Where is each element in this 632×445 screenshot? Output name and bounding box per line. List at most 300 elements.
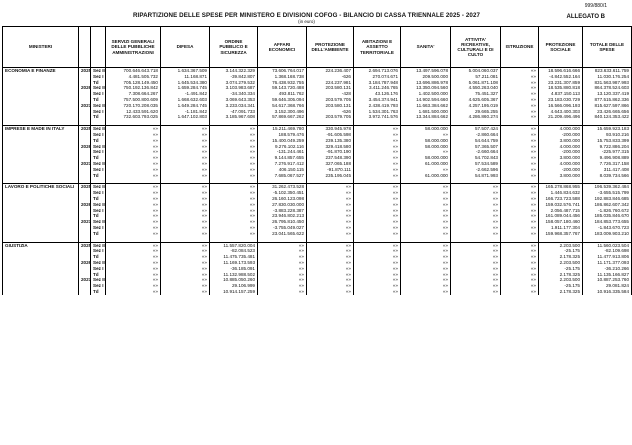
- table-cell: 27.830.030.000: [258, 202, 307, 208]
- table-cell: «»: [106, 225, 161, 231]
- section-label: Td: [91, 213, 106, 219]
- table-cell: 4.257.195.019: [451, 103, 501, 109]
- table-cell: 13.350.094.560: [401, 85, 451, 91]
- table-cell: 4.000.000: [539, 126, 583, 132]
- column-header: [91, 27, 106, 68]
- table-cell: 23.041.565.622: [258, 231, 307, 237]
- table-cell: «»: [501, 196, 539, 202]
- table-cell: «»: [501, 248, 539, 254]
- table-cell: 3.800.000: [539, 173, 583, 179]
- table-cell: 757.500.800.609: [106, 97, 161, 103]
- table-cell: -25.175: [539, 248, 583, 254]
- section-label: Sez II: [91, 144, 106, 150]
- table-cell: «»: [401, 231, 451, 237]
- table-cell: 61.000.000: [401, 161, 451, 167]
- table-cell: «»: [501, 161, 539, 167]
- table-cell: 26.795.810.450: [258, 219, 307, 225]
- table-cell: «»: [106, 231, 161, 237]
- table-cell: -25.175: [539, 266, 583, 272]
- table-cell: 15.753.833.399: [583, 138, 632, 144]
- table-cell: 3.972.741.576: [354, 114, 401, 120]
- column-header: ISTRUZIONE: [501, 27, 539, 68]
- table-cell: -2.860.664: [451, 132, 501, 138]
- table-cell: «»: [354, 167, 401, 173]
- table-cell: «»: [106, 138, 161, 144]
- section-label: Sez I: [91, 248, 106, 254]
- table-cell: 7.276.917.412: [258, 161, 307, 167]
- table-cell: «»: [401, 184, 451, 190]
- table-cell: 4.837.150.113: [539, 91, 583, 97]
- table-cell: «»: [451, 231, 501, 237]
- table-cell: «»: [161, 283, 210, 289]
- section-label: Td: [91, 254, 106, 260]
- table-cell: «»: [354, 277, 401, 283]
- table-cell: 7.726.317.158: [583, 161, 632, 167]
- table-cell: «»: [354, 260, 401, 266]
- table-cell: «»: [307, 283, 354, 289]
- table-cell: «»: [258, 254, 307, 260]
- table-cell: «»: [210, 213, 258, 219]
- year-cell: 2026: [79, 260, 91, 266]
- table-cell: 15.400.049.259: [258, 138, 307, 144]
- table-cell: 3.184.787.948: [354, 80, 401, 86]
- table-cell: «»: [354, 242, 401, 248]
- table-cell: «»: [501, 242, 539, 248]
- year-cell: 2027: [79, 103, 91, 109]
- table-cell: «»: [210, 231, 258, 237]
- table-cell: «»: [307, 242, 354, 248]
- table-cell: «»: [501, 213, 539, 219]
- table-cell: «»: [106, 144, 161, 150]
- table-cell: 203.579.705: [307, 97, 354, 103]
- table-cell: «»: [307, 202, 354, 208]
- table-cell: «»: [451, 208, 501, 214]
- section-label: Sez II: [91, 277, 106, 283]
- table-cell: «»: [354, 289, 401, 295]
- table-cell: 43.126.176: [354, 91, 401, 97]
- table-cell: «»: [307, 208, 354, 214]
- ministry-name: GIUSTIZIA: [3, 242, 79, 248]
- table-cell: «»: [258, 272, 307, 278]
- table-cell: «»: [501, 91, 539, 97]
- table-cell: «»: [501, 277, 539, 283]
- column-header: TOTALE DELLE SPESE: [583, 27, 632, 68]
- table-cell: «»: [451, 225, 501, 231]
- section-label: Td: [91, 289, 106, 295]
- table-cell: 8.039.734.566: [583, 173, 632, 179]
- section-label: Sez I: [91, 91, 106, 97]
- table-cell: «»: [401, 208, 451, 214]
- table-cell: «»: [161, 231, 210, 237]
- table-cell: «»: [106, 190, 161, 196]
- table-cell: «»: [258, 289, 307, 295]
- table-cell: «»: [307, 289, 354, 295]
- section-label: Td: [91, 196, 106, 202]
- table-cell: 76.438.932.755: [258, 80, 307, 86]
- table-cell: -2.662.596: [451, 167, 501, 173]
- table-cell: 54.644.759: [451, 138, 501, 144]
- table-cell: «»: [106, 289, 161, 295]
- table-cell: «»: [501, 266, 539, 272]
- table-cell: 184.853.773.655: [583, 219, 632, 225]
- table-cell: 1.402.500.000: [401, 91, 451, 97]
- year-cell: 2026: [79, 85, 91, 91]
- table-cell: «»: [161, 260, 210, 266]
- table-cell: 165.278.868.955: [539, 184, 583, 190]
- table-cell: «»: [354, 196, 401, 202]
- table-cell: 3.074.279.532: [210, 80, 258, 86]
- table-cell: 7.685.067.527: [258, 173, 307, 179]
- table-cell: «»: [161, 132, 210, 138]
- table-cell: 29.665.255: [451, 109, 501, 115]
- table-cell: 877.515.862.336: [583, 97, 632, 103]
- table-cell: «»: [106, 272, 161, 278]
- table-cell: 21.209.496.496: [539, 114, 583, 120]
- table-cell: 209.500.000: [401, 74, 451, 80]
- table-cell: -626: [307, 74, 354, 80]
- year-cell: 2027: [79, 219, 91, 225]
- table-cell: 1.645.534.380: [161, 80, 210, 86]
- table-cell: 13.497.596.078: [401, 68, 451, 74]
- table-cell: 3.069.643.353: [210, 97, 258, 103]
- table-cell: -91.870.111: [307, 167, 354, 173]
- table-cell: «»: [307, 190, 354, 196]
- document-code: 999/880/1: [584, 3, 607, 9]
- table-cell: «»: [210, 196, 258, 202]
- table-cell: 29.106.999: [210, 283, 258, 289]
- table-cell: 13.344.884.662: [401, 114, 451, 120]
- table-cell: «»: [258, 266, 307, 272]
- table-cell: «»: [451, 260, 501, 266]
- table-cell: «»: [501, 173, 539, 179]
- column-header: SERVIZI GENERALI DELLE PUBBLICHE AMMINISTRAZIONI: [106, 27, 161, 68]
- section-label: Sez I: [91, 74, 106, 80]
- table-cell: «»: [161, 126, 210, 132]
- table-cell: 161.089.044.456: [539, 213, 583, 219]
- table-cell: «»: [307, 196, 354, 202]
- table-cell: «»: [401, 266, 451, 272]
- table-cell: «»: [401, 242, 451, 248]
- table-cell: «»: [106, 277, 161, 283]
- table-cell: «»: [161, 155, 210, 161]
- table-cell: -4.842.552.164: [539, 74, 583, 80]
- table-cell: «»: [501, 126, 539, 132]
- table-cell: «»: [501, 74, 539, 80]
- table-cell: 2.178.325: [539, 254, 583, 260]
- table-cell: «»: [354, 190, 401, 196]
- table-cell: 13.696.886.978: [401, 80, 451, 86]
- table-cell: «»: [501, 190, 539, 196]
- table-cell: «»: [501, 208, 539, 214]
- table-cell: «»: [501, 225, 539, 231]
- table-cell: 58.000.000: [401, 155, 451, 161]
- table-cell: 4.286.860.274: [451, 114, 501, 120]
- table-cell: 224.237.981: [307, 80, 354, 86]
- table-cell: «»: [307, 231, 354, 237]
- table-cell: «»: [354, 248, 401, 254]
- table-cell: 3.185.967.608: [210, 114, 258, 120]
- section-label: Sez I: [91, 225, 106, 231]
- table-cell: «»: [161, 277, 210, 283]
- table-cell: 224.236.407: [307, 68, 354, 74]
- table-cell: 196.539.362.484: [583, 184, 632, 190]
- table-cell: -82.084.523: [210, 248, 258, 254]
- table-cell: 18.596.616.666: [539, 68, 583, 74]
- table-cell: «»: [106, 260, 161, 266]
- table-cell: 4.625.605.367: [451, 97, 501, 103]
- table-cell: «»: [501, 80, 539, 86]
- table-cell: «»: [161, 219, 210, 225]
- table-cell: 11.168.871: [161, 74, 210, 80]
- table-cell: 823.633.611.759: [583, 68, 632, 74]
- table-cell: «»: [161, 190, 210, 196]
- table-cell: «»: [501, 114, 539, 120]
- table-cell: «»: [106, 167, 161, 173]
- table-cell: «»: [451, 283, 501, 289]
- table-cell: 2.694.713.076: [354, 68, 401, 74]
- table-cell: «»: [401, 277, 451, 283]
- table-cell: -2.660.664: [451, 149, 501, 155]
- table-cell: «»: [106, 132, 161, 138]
- table-header-row: [3, 27, 632, 68]
- table-cell: «»: [307, 248, 354, 254]
- year-cell: 2025: [79, 242, 91, 248]
- table-cell: -36.210.266: [583, 266, 632, 272]
- section-label: Sez I: [91, 167, 106, 173]
- table-cell: -47.091.733: [210, 109, 258, 115]
- table-cell: «»: [354, 173, 401, 179]
- table-cell: «»: [501, 202, 539, 208]
- column-header: DIFESA: [161, 27, 210, 68]
- table-cell: 158.057.180.460: [539, 219, 583, 225]
- ministry-name: ECONOMIA E FINANZE: [3, 68, 79, 74]
- table-cell: «»: [451, 213, 501, 219]
- table-cell: 4.481.505.732: [106, 74, 161, 80]
- table-cell: 9.144.857.655: [258, 155, 307, 161]
- table-cell: -3.883.228.387: [258, 208, 307, 214]
- section-label: Sez II: [91, 68, 106, 74]
- table-cell: 203.579.705: [307, 114, 354, 120]
- table-cell: 2.203.500: [539, 277, 583, 283]
- table-cell: «»: [258, 260, 307, 266]
- table-cell: «»: [354, 208, 401, 214]
- table-cell: «»: [401, 219, 451, 225]
- table-cell: 11.557.820.004: [210, 242, 258, 248]
- column-header: ABITAZIONI E ASSETTO TERRITORIALE: [354, 27, 401, 68]
- table-row: [3, 289, 632, 295]
- table-cell: «»: [210, 132, 258, 138]
- table-cell: 864.378.524.603: [583, 85, 632, 91]
- table-cell: «»: [106, 149, 161, 155]
- table-cell: 58.000.000: [401, 144, 451, 150]
- table-cell: 330.945.978: [307, 126, 354, 132]
- table-cell: 327.065.188: [307, 161, 354, 167]
- table-cell: 14.902.594.660: [401, 97, 451, 103]
- table-cell: «»: [354, 231, 401, 237]
- year-cell: 2026: [79, 144, 91, 150]
- table-cell: «»: [307, 254, 354, 260]
- table-cell: 15.211.469.780: [258, 126, 307, 132]
- table-cell: «»: [401, 283, 451, 289]
- table-cell: «»: [451, 184, 501, 190]
- year-cell: 2025: [79, 68, 91, 74]
- table-cell: «»: [501, 85, 539, 91]
- table-cell: «»: [354, 144, 401, 150]
- section-label: Sez II: [91, 103, 106, 109]
- section-label: Sez I: [91, 208, 106, 214]
- table-cell: «»: [354, 219, 401, 225]
- table-cell: 1.634.367.509: [161, 68, 210, 74]
- table-cell: 203.580.131: [307, 85, 354, 91]
- table-cell: «»: [401, 272, 451, 278]
- table-cell: 493.811.762: [258, 91, 307, 97]
- table-cell: 9.276.102.116: [258, 144, 307, 150]
- table-cell: «»: [307, 184, 354, 190]
- table-cell: «»: [501, 254, 539, 260]
- table-cell: «»: [210, 225, 258, 231]
- table-cell: «»: [307, 213, 354, 219]
- year-cell: 2027: [79, 277, 91, 283]
- section-label: Sez I: [91, 109, 106, 115]
- ministry-name: [3, 289, 79, 295]
- table-cell: «»: [451, 219, 501, 225]
- table-cell: -39.842.807: [210, 74, 258, 80]
- table-cell: 700.646.643.718: [106, 68, 161, 74]
- column-header: PROTEZIONE DELL'AMBIENTE: [307, 27, 354, 68]
- table-cell: 9.496.908.889: [583, 155, 632, 161]
- year-cell: 2025: [79, 126, 91, 132]
- section-label: Td: [91, 138, 106, 144]
- table-cell: 186.862.607.342: [583, 202, 632, 208]
- table-cell: «»: [210, 167, 258, 173]
- table-cell: «»: [161, 167, 210, 173]
- table-cell: «»: [401, 248, 451, 254]
- table-cell: 58.000.000: [401, 138, 451, 144]
- table-cell: «»: [401, 167, 451, 173]
- table-cell: «»: [106, 202, 161, 208]
- table-cell: «»: [501, 283, 539, 289]
- table-cell: 11.030.176.254: [583, 74, 632, 80]
- table-cell: 185.035.846.670: [583, 213, 632, 219]
- table-cell: «»: [401, 254, 451, 260]
- table-cell: «»: [501, 103, 539, 109]
- table-cell: 18.535.880.818: [539, 85, 583, 91]
- table-cell: 10.916.335.584: [583, 289, 632, 295]
- table-cell: -626: [307, 109, 354, 115]
- table-cell: «»: [451, 196, 501, 202]
- table-cell: -1.826.760.672: [583, 208, 632, 214]
- section-label: Sez II: [91, 161, 106, 167]
- table-cell: «»: [106, 213, 161, 219]
- table-cell: «»: [501, 132, 539, 138]
- table-cell: «»: [451, 277, 501, 283]
- table-cell: «»: [161, 184, 210, 190]
- table-cell: 235.195.045: [307, 173, 354, 179]
- table-cell: «»: [501, 219, 539, 225]
- table-cell: 2.438.419.793: [354, 103, 401, 109]
- table-cell: 1.446.834.632: [539, 190, 583, 196]
- section-label: Sez I: [91, 266, 106, 272]
- table-cell: 57.211.081: [451, 74, 501, 80]
- table-cell: 831.563.987.993: [583, 80, 632, 86]
- table-cell: -91.605.598: [307, 132, 354, 138]
- attachment-label: ALLEGATO B: [566, 14, 605, 20]
- table-cell: 5.004.060.037: [451, 68, 501, 74]
- table-cell: 10.885.050.260: [210, 277, 258, 283]
- table-cell: «»: [161, 225, 210, 231]
- table-cell: «»: [106, 196, 161, 202]
- table-cell: «»: [210, 144, 258, 150]
- table-cell: «»: [106, 248, 161, 254]
- table-cell: «»: [210, 155, 258, 161]
- table-cell: «»: [106, 266, 161, 272]
- table-cell: 59.646.305.094: [258, 97, 307, 103]
- table-cell: 1.534.301.763: [354, 109, 401, 115]
- table-cell: «»: [401, 260, 451, 266]
- table-cell: «»: [501, 138, 539, 144]
- table-cell: «»: [401, 196, 451, 202]
- table-cell: «»: [210, 219, 258, 225]
- table-cell: 1.647.102.803: [161, 114, 210, 120]
- section-label: Td: [91, 114, 106, 120]
- table-cell: «»: [401, 149, 451, 155]
- table-cell: 11.132.988.502: [210, 272, 258, 278]
- table-cell: «»: [354, 213, 401, 219]
- table-cell: -82.109.698: [583, 248, 632, 254]
- table-cell: 311.417.408: [583, 167, 632, 173]
- table-cell: -428: [307, 91, 354, 97]
- table-cell: «»: [106, 208, 161, 214]
- table-cell: «»: [354, 202, 401, 208]
- table-cell: 2.178.325: [539, 289, 583, 295]
- table-cell: 815.627.597.866: [583, 103, 632, 109]
- table-cell: 75.451.327: [451, 91, 501, 97]
- table-cell: 23.946.802.213: [258, 213, 307, 219]
- table-cell: «»: [161, 196, 210, 202]
- table-cell: «»: [451, 242, 501, 248]
- page-title: RIPARTIZIONE DELLE SPESE PER MINISTERO E DIVISIONI COFOG - BILANCIO DI CASSA TRIENNALE 2025 - 2027: [132, 12, 481, 19]
- table-cell: «»: [354, 254, 401, 260]
- table-cell: -200.000: [539, 149, 583, 155]
- section-label: Td: [91, 155, 106, 161]
- year-cell: 2026: [79, 202, 91, 208]
- table-cell: «»: [106, 155, 161, 161]
- table-cell: «»: [501, 184, 539, 190]
- table-cell: «»: [161, 266, 210, 272]
- table-cell: 1.649.284.745: [161, 103, 210, 109]
- table-cell: «»: [210, 138, 258, 144]
- table-cell: «»: [210, 190, 258, 196]
- section-label: Sez II: [91, 202, 106, 208]
- table-cell: 4.000.000: [539, 161, 583, 167]
- table-cell: «»: [307, 266, 354, 272]
- table-cell: 166.723.723.588: [539, 196, 583, 202]
- section-label: Sez I: [91, 283, 106, 289]
- table-cell: «»: [354, 283, 401, 289]
- table-cell: 16.566.096.193: [539, 103, 583, 109]
- table-cell: «»: [354, 155, 401, 161]
- table-cell: «»: [354, 225, 401, 231]
- section-label: Sez II: [91, 126, 106, 132]
- table-cell: 54.702.843: [451, 155, 501, 161]
- table-cell: 2.178.325: [539, 272, 583, 278]
- table-cell: -1.181.842: [161, 109, 210, 115]
- table-cell: «»: [161, 208, 210, 214]
- table-cell: 11.663.384.662: [401, 103, 451, 109]
- table-cell: 237.548.390: [307, 155, 354, 161]
- table-cell: 61.000.000: [401, 173, 451, 179]
- table-cell: «»: [161, 254, 210, 260]
